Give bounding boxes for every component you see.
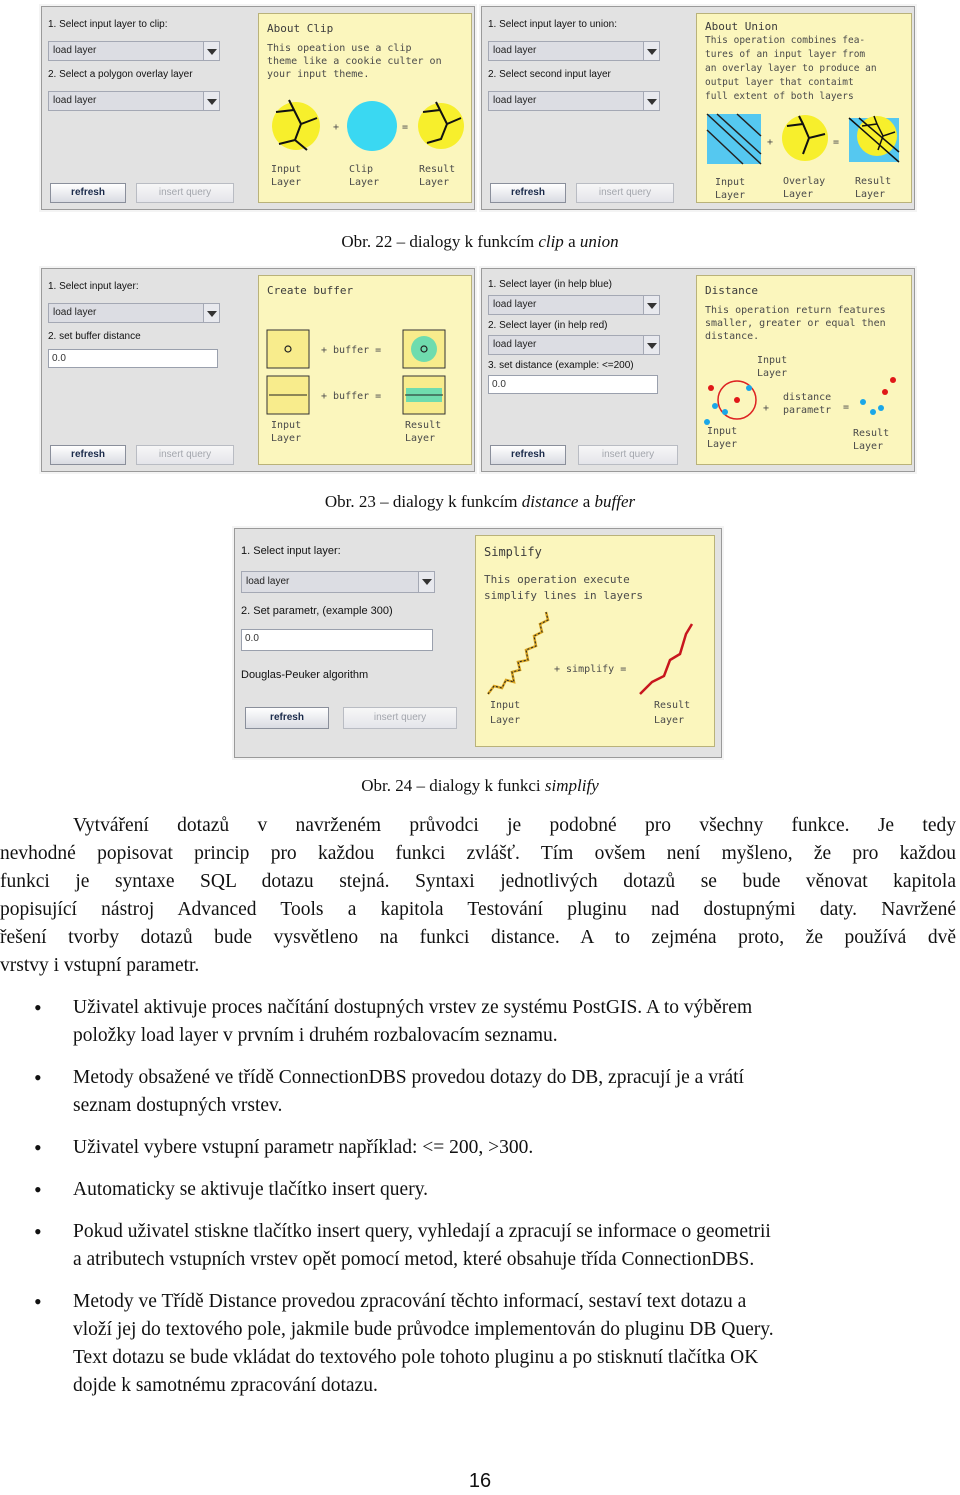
list-item-line: • Uživatel vybere vstupní parametr například: <= 200, >300.	[73, 1137, 534, 1158]
chevron-down-icon[interactable]	[203, 304, 219, 322]
union-help-line: This operation combines fea-	[705, 35, 866, 46]
svg-text:=: =	[402, 122, 409, 133]
list-item	[0, 1288, 960, 1400]
simplify-input-layer-value: load layer	[246, 576, 290, 587]
caption-term: simplify	[544, 776, 599, 795]
paragraph-line: vrstvy i vstupní parametr.	[0, 955, 200, 976]
page-number: 16	[468, 1470, 492, 1492]
buffer-help-title: Create buffer	[267, 284, 354, 297]
distance-help-title: Distance	[705, 284, 758, 297]
svg-text:+: +	[763, 403, 770, 414]
distance-value-label: 3. set distance (example: <=200)	[488, 360, 634, 371]
union-input-label: 1. Select input layer to union:	[488, 19, 617, 30]
distance-red-label-2: Layer	[757, 368, 788, 379]
union-result-label-2: Layer	[855, 189, 886, 200]
paragraph-line: popisující nástroj Advanced Tools a kapitola Testování pluginu nad dostupnými daty. Navržené	[0, 899, 956, 920]
simplify-result-label-1: Result	[654, 700, 691, 711]
figure-24-caption	[0, 776, 960, 796]
clip-refresh-button[interactable]: refresh	[50, 183, 126, 203]
simplify-form-panel	[241, 535, 467, 751]
bullet-list	[0, 994, 960, 1400]
caption-term: buffer	[594, 492, 636, 511]
list-item	[0, 1218, 960, 1274]
union-help-line: output layer that contaimt	[705, 77, 854, 88]
union-result-label-1: Result	[855, 176, 892, 187]
distance-value-input[interactable]: 0.0	[488, 375, 658, 394]
distance-red-label-1: Input	[757, 355, 788, 366]
clip-result-label-2: Layer	[419, 177, 450, 188]
buffer-op-1: + buffer =	[321, 345, 382, 356]
simplify-input-label-2: Layer	[490, 715, 521, 726]
chevron-down-icon[interactable]	[643, 296, 659, 314]
distance-blue-label-2: Layer	[707, 439, 738, 450]
buffer-insert-query-button[interactable]: insert query	[136, 445, 234, 465]
union-overlay-label-1: Overlay	[783, 176, 826, 187]
buffer-diagram	[259, 276, 471, 466]
distance-help-panel	[696, 275, 912, 465]
buffer-distance-input[interactable]: 0.0	[48, 349, 218, 368]
clip-input-shape	[272, 102, 320, 150]
list-item	[0, 1064, 960, 1120]
distance-blue-label-1: Input	[707, 426, 738, 437]
simplify-help-title: Simplify	[484, 545, 542, 559]
buffer-dialog	[41, 268, 475, 472]
simplify-param-input[interactable]: 0.0	[241, 629, 433, 651]
caption-text: Obr. 24 – dialogy k funkci	[361, 776, 545, 795]
union-help-panel	[696, 13, 912, 203]
buffer-input-label-1: Input	[271, 420, 302, 431]
clip-overlay-layer-select[interactable]	[48, 91, 220, 111]
body-paragraph	[0, 812, 956, 980]
union-overlay-label-2: Layer	[783, 189, 814, 200]
simplify-diagram	[476, 536, 714, 748]
distance-layer-blue-select[interactable]	[488, 295, 660, 315]
union-help-line: full extent of both layers	[705, 91, 854, 102]
union-dialog	[481, 6, 915, 210]
union-overlay-shape	[782, 115, 828, 161]
clip-overlay-shape	[347, 101, 397, 151]
clip-layer-label-2: Layer	[349, 177, 380, 188]
simplify-insert-query-button[interactable]: insert query	[343, 707, 457, 729]
list-item-line: • Uživatel aktivuje proces načítání dostupných vrstev ze systému PostGIS. A to výběrem	[73, 997, 753, 1018]
union-diagram	[697, 14, 911, 204]
distance-help-text: This operation return features smaller, greater or equal then distance.	[705, 305, 886, 342]
figure-23-caption	[0, 492, 960, 512]
buffer-result-label-2: Layer	[405, 433, 436, 444]
chevron-down-icon[interactable]	[203, 42, 219, 60]
union-second-label: 2. Select second input layer	[488, 69, 611, 80]
clip-help-panel	[258, 13, 472, 203]
list-item-line: Text dotazu se bude vkládat do textového pole tohoto pluginu a po stisknutí tlačítka OK	[73, 1347, 759, 1368]
distance-dialog	[481, 268, 915, 472]
buffer-refresh-button[interactable]: refresh	[50, 445, 126, 465]
list-item-line: • Metody obsažené ve třídě ConnectionDBS provedou dotazy do DB, zpracují je a vrátí	[73, 1067, 744, 1088]
paragraph-line: nevhodné popisovat princip pro každou funkci zvlášť. Tím ovšem není myšleno, že pro každou	[0, 843, 956, 864]
union-form-panel	[488, 13, 664, 203]
buffer-result-label-1: Result	[405, 420, 442, 431]
simplify-result-line	[640, 624, 692, 694]
simplify-algorithm-label: Douglas-Peuker algorithm	[241, 669, 369, 681]
simplify-param-label: 2. Set parametr, (example 300)	[241, 605, 393, 617]
distance-layer-blue-label: 1. Select layer (in help blue)	[488, 279, 612, 290]
chevron-down-icon[interactable]	[203, 92, 219, 110]
clip-help-text: This opeation use a clip theme like a cookie culter on your input theme.	[267, 43, 442, 80]
simplify-input-line	[488, 612, 548, 694]
paragraph-line: funkci je syntaxe SQL dotazu stejná. Syntaxi jednotlivých dotazů se bude věnovat kapitola	[0, 871, 956, 892]
list-item	[0, 994, 960, 1050]
buffer-point-input	[267, 330, 309, 368]
distance-layer-red-label: 2. Select layer (in help red)	[488, 320, 608, 331]
simplify-input-layer-select[interactable]	[241, 571, 435, 593]
chevron-down-icon[interactable]	[418, 572, 434, 592]
buffer-input-label: 1. Select input layer:	[48, 281, 139, 292]
union-second-layer-select[interactable]	[488, 91, 660, 111]
clip-dialog	[41, 6, 475, 210]
union-insert-query-button[interactable]: insert query	[576, 183, 674, 203]
simplify-help-text: This operation execute simplify lines in layers	[484, 573, 643, 602]
paragraph-line: Vytváření dotazů v navrženém průvodci je podobné pro všechny funkce. Je tedy	[73, 815, 956, 836]
caption-term: union	[579, 232, 619, 251]
list-item-line: a atributech vstupních vrstev opět pomocí metod, které obsahuje třída ConnectionDBS.	[73, 1249, 755, 1270]
simplify-refresh-button[interactable]: refresh	[245, 707, 329, 729]
distance-diagram	[697, 276, 911, 466]
caption-text: Obr. 23 – dialogy k funkcím	[324, 492, 522, 511]
distance-result-label-1: Result	[853, 428, 890, 439]
chevron-down-icon[interactable]	[643, 336, 659, 354]
simplify-op: + simplify =	[554, 664, 627, 675]
caption-term: distance	[521, 492, 579, 511]
chevron-down-icon[interactable]	[643, 42, 659, 60]
list-item-line: vloží jej do textového pole, jakmile bude průvodce implementován do pluginu DB Query.	[73, 1319, 774, 1340]
caption-text: a	[578, 492, 595, 511]
list-item-line: seznam dostupných vrstev.	[73, 1095, 283, 1116]
svg-text:=: =	[843, 402, 850, 413]
list-item-line: položky load layer v prvním i druhém rozbalovacím seznamu.	[73, 1025, 558, 1046]
paragraph-line: řešení tvorby dotazů bude vysvětleno na funkci distance. A to zejména proto, že používá dvě	[0, 927, 956, 948]
simplify-dialog	[234, 528, 722, 758]
union-help-line: an overlay layer to produce an	[705, 63, 877, 74]
clip-input-label-1: Input	[271, 164, 302, 175]
clip-overlay-label: 2. Select a polygon overlay layer	[48, 69, 193, 80]
distance-param-label-2: parametr	[783, 405, 832, 416]
union-input-layer-select[interactable]	[488, 41, 660, 61]
distance-refresh-button[interactable]: refresh	[490, 445, 566, 465]
svg-text:+: +	[333, 122, 340, 133]
clip-input-label: 1. Select input layer to clip:	[48, 19, 168, 30]
union-second-layer-value: load layer	[493, 95, 537, 106]
list-item	[0, 1134, 960, 1162]
simplify-result-label-2: Layer	[654, 715, 685, 726]
distance-layer-red-value: load layer	[493, 339, 537, 350]
list-item	[0, 1176, 960, 1204]
clip-help-title: About Clip	[267, 22, 334, 35]
union-help-line: tures of an input layer from	[705, 49, 866, 60]
buffer-op-2: + buffer =	[321, 391, 382, 402]
list-item-line: • Automaticky se aktivuje tlačítko insert query.	[73, 1179, 429, 1200]
caption-text: Obr. 22 – dialogy k funkcím	[341, 232, 539, 251]
clip-input-layer-select[interactable]	[48, 41, 220, 61]
clip-overlay-layer-value: load layer	[53, 95, 97, 106]
svg-text:=: =	[833, 137, 840, 148]
distance-layer-blue-value: load layer	[493, 299, 537, 310]
union-help-title: About Union	[705, 20, 778, 33]
clip-insert-query-button[interactable]: insert query	[136, 183, 234, 203]
simplify-help-panel	[475, 535, 715, 747]
simplify-input-label-1: Input	[490, 700, 521, 711]
buffer-help-panel	[258, 275, 472, 465]
clip-layer-label-1: Clip	[349, 164, 374, 175]
clip-input-layer-value: load layer	[53, 45, 97, 56]
buffer-distance-label: 2. set buffer distance	[48, 331, 141, 342]
clip-diagram	[259, 14, 471, 204]
chevron-down-icon[interactable]	[643, 92, 659, 110]
buffer-form-panel	[48, 275, 224, 465]
buffer-input-layer-select[interactable]	[48, 303, 220, 323]
clip-result-label-1: Result	[419, 164, 456, 175]
clip-input-label-2: Layer	[271, 177, 302, 188]
distance-param-label-1: distance	[783, 392, 832, 403]
union-refresh-button[interactable]: refresh	[490, 183, 566, 203]
distance-layer-red-select[interactable]	[488, 335, 660, 355]
list-item-line: • Pokud uživatel stiskne tlačítko insert query, vyhledají a zpracují se informace o geometrii	[73, 1221, 771, 1242]
clip-form-panel	[48, 13, 224, 203]
union-input-layer-value: load layer	[493, 45, 537, 56]
union-input-label-2: Layer	[715, 190, 746, 201]
buffer-input-label-2: Layer	[271, 433, 302, 444]
caption-term: clip	[538, 232, 564, 251]
distance-form-panel	[488, 275, 664, 465]
union-input-label-1: Input	[715, 177, 746, 188]
distance-result-label-2: Layer	[853, 441, 884, 452]
list-item-line: dojde k samotnému zpracování dotazu.	[73, 1375, 378, 1396]
buffer-input-layer-value: load layer	[53, 307, 97, 318]
list-item-line: • Metody ve Třídě Distance provedou zpracování těchto informací, sestaví text dotazu a	[73, 1291, 747, 1312]
distance-insert-query-button[interactable]: insert query	[578, 445, 678, 465]
figure-22-caption	[0, 232, 960, 252]
svg-text:+: +	[767, 137, 774, 148]
caption-text: a	[563, 232, 580, 251]
simplify-input-label: 1. Select input layer:	[241, 545, 341, 557]
